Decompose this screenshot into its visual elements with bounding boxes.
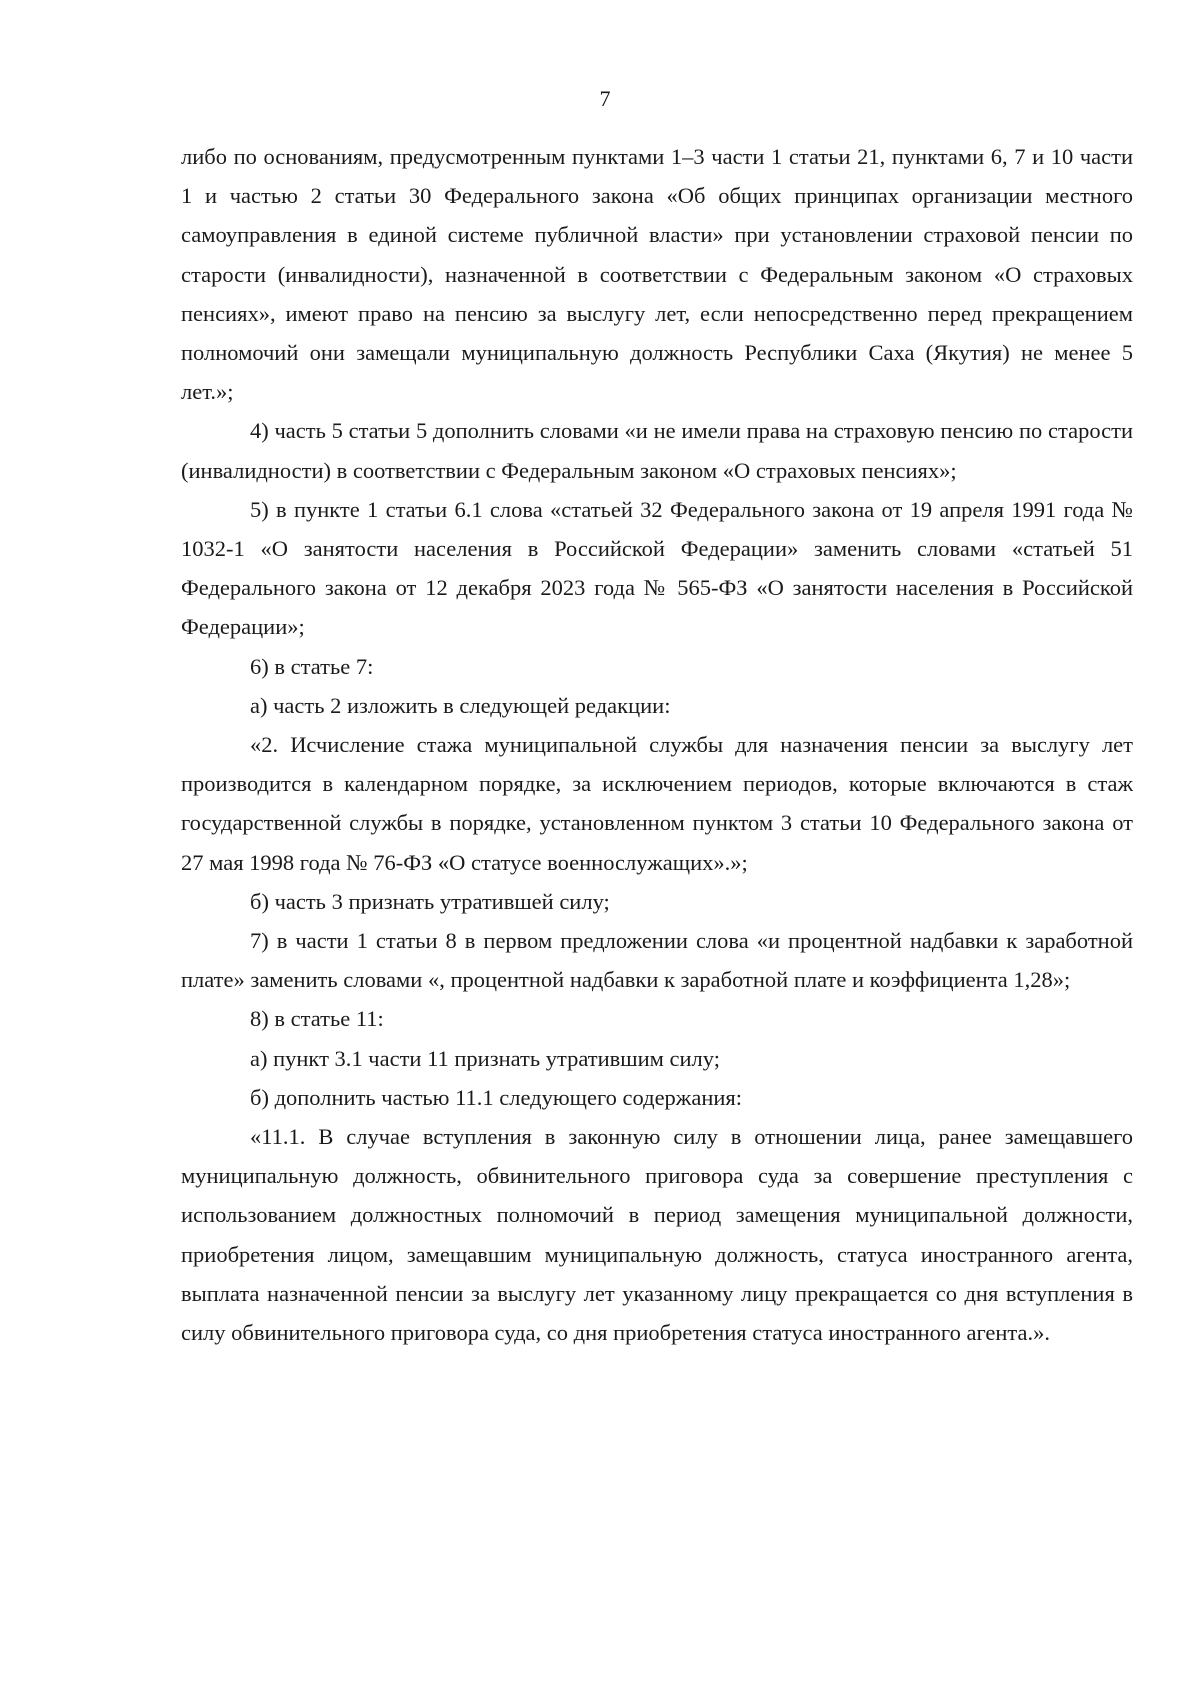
paragraph-item-8: 8) в статье 11: [250, 1006, 384, 1032]
paragraph-item-8b: б) дополнить частью 11.1 следующего содержания: [250, 1084, 743, 1110]
paragraph-item-7: 7) в части 1 статьи 8 в первом предложении слова «и процентной надбавки к заработной плате» заменить словами «, процентной надбавки к заработной плате и коэффициента 1,28»; [181, 928, 1133, 993]
paragraph-item-4: 4) часть 5 статьи 5 дополнить словами «и не имели права на страховую пенсию по старости (инвалидности) в соответствии с Федеральным законом «О страховых пенсиях»; [181, 418, 1133, 483]
paragraph-quote-11-1: «11.1. В случае вступления в законную силу в отношении лица, ранее замещавшего муниципальную должность, обвинительного приговора суда за совершение преступления с использованием должностных полномочий в период замещения муниципальной должности, приобретения лицом, замещавшим муниципальную должность, статуса иностранного агента, выплата назначенной пенсии за выслугу лет указанному лицу прекращается со дня вступления в силу обвинительного приговора суда, со дня приобретения статуса иностранного агента.». [181, 1124, 1133, 1346]
page-number: 7 [599, 86, 611, 111]
paragraph-item-6b: б) часть 3 признать утратившей силу; [250, 888, 610, 914]
paragraph-item-5: 5) в пункте 1 статьи 6.1 слова «статьей 32 Федерального закона от 19 апреля 1991 года № 1032-1 «О занятости населения в Российской Федерации» заменить словами «статьей 51 Федерального закона от 12 декабря 2023 года № 565-ФЗ «О занятости населения в Российской Федерации»; [181, 496, 1133, 640]
paragraph-item-6: 6) в статье 7: [250, 653, 374, 679]
paragraph-item-6a: а) часть 2 изложить в следующей редакции: [250, 692, 671, 718]
paragraph-quote-2: «2. Исчисление стажа муниципальной службы для назначения пенсии за выслугу лет производится в календарном порядке, за исключением периодов, которые включаются в стаж государственной службы в порядке, установленном пунктом 3 статьи 10 Федерального закона от 27 мая 1998 года № 76-ФЗ «О статусе военнослужащих».»; [181, 732, 1133, 875]
paragraph-item-8a: а) пункт 3.1 части 11 признать утратившим силу; [250, 1045, 720, 1071]
paragraph-continuation: либо по основаниям, предусмотренным пунктами 1–3 части 1 статьи 21, пунктами 6, 7 и 10 части 1 и частью 2 статьи 30 Федерального закона «Об общих принципах организации местного самоуправления в единой системе публичной власти» при установлении страховой пенсии по старости (инвалидности), назначенной в соответствии с Федеральным законом «О страховых пенсиях», имеют право на пенсию за выслугу лет, если непосредственно перед прекращением полномочий они замещали муниципальную должность Республики Саха (Якутия) не менее 5 лет.»; [181, 144, 1133, 405]
document-body [181, 137, 1133, 1352]
